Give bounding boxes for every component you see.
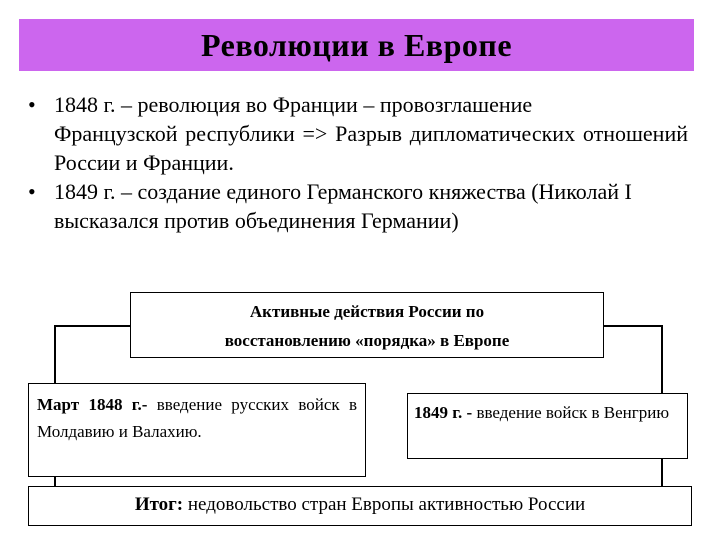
connector-left-horizontal — [54, 325, 131, 327]
slide-title: Революции в Европе — [200, 26, 513, 63]
result-box — [28, 486, 692, 526]
connector-right-vertical — [661, 325, 663, 393]
bullet-1849-year: 1849 г — [54, 179, 111, 204]
bullet-1848-year: 1848 г — [54, 92, 111, 117]
active-actions-line2: восстановлению «порядка» в Европе — [224, 331, 510, 350]
active-actions-line1: Активные действия России по — [249, 302, 485, 321]
march-1848-text: введение русских войск в Молдавию и Валахию. — [37, 395, 357, 441]
bullet-1849-text: – создание единого Германского княжества (Николай I высказался против объединения Германии) — [54, 179, 632, 233]
connector-right-horizontal — [603, 325, 663, 327]
hungary-1849-text: введение войск в Венгрию — [472, 403, 670, 422]
hungary-1849-box — [407, 393, 688, 459]
bullet-1849-dot: . — [110, 179, 116, 204]
hungary-1849-prefix: 1849 г. - — [414, 403, 473, 422]
title-bar — [19, 19, 694, 71]
active-actions-box — [130, 292, 604, 358]
march-1848-prefix: Март 1848 г.- — [37, 395, 148, 414]
connector-left-lower — [54, 477, 56, 486]
bullet-1848 — [28, 90, 688, 177]
result-text: недовольство стран Европы активностью России — [183, 494, 586, 515]
bullet-list — [28, 90, 688, 235]
march-1848-box — [28, 383, 366, 477]
bullet-1848-text-rest: Французской республики => Разрыв дипломатических отношений России и Франции. — [54, 121, 688, 175]
bullet-1849 — [28, 177, 688, 235]
result-label: Итог: — [134, 494, 184, 515]
bullet-1848-dot: . — [110, 92, 116, 117]
connector-left-vertical — [54, 325, 56, 383]
bullet-1848-text-line1: – революция во Франции – провозглашение — [115, 92, 533, 117]
